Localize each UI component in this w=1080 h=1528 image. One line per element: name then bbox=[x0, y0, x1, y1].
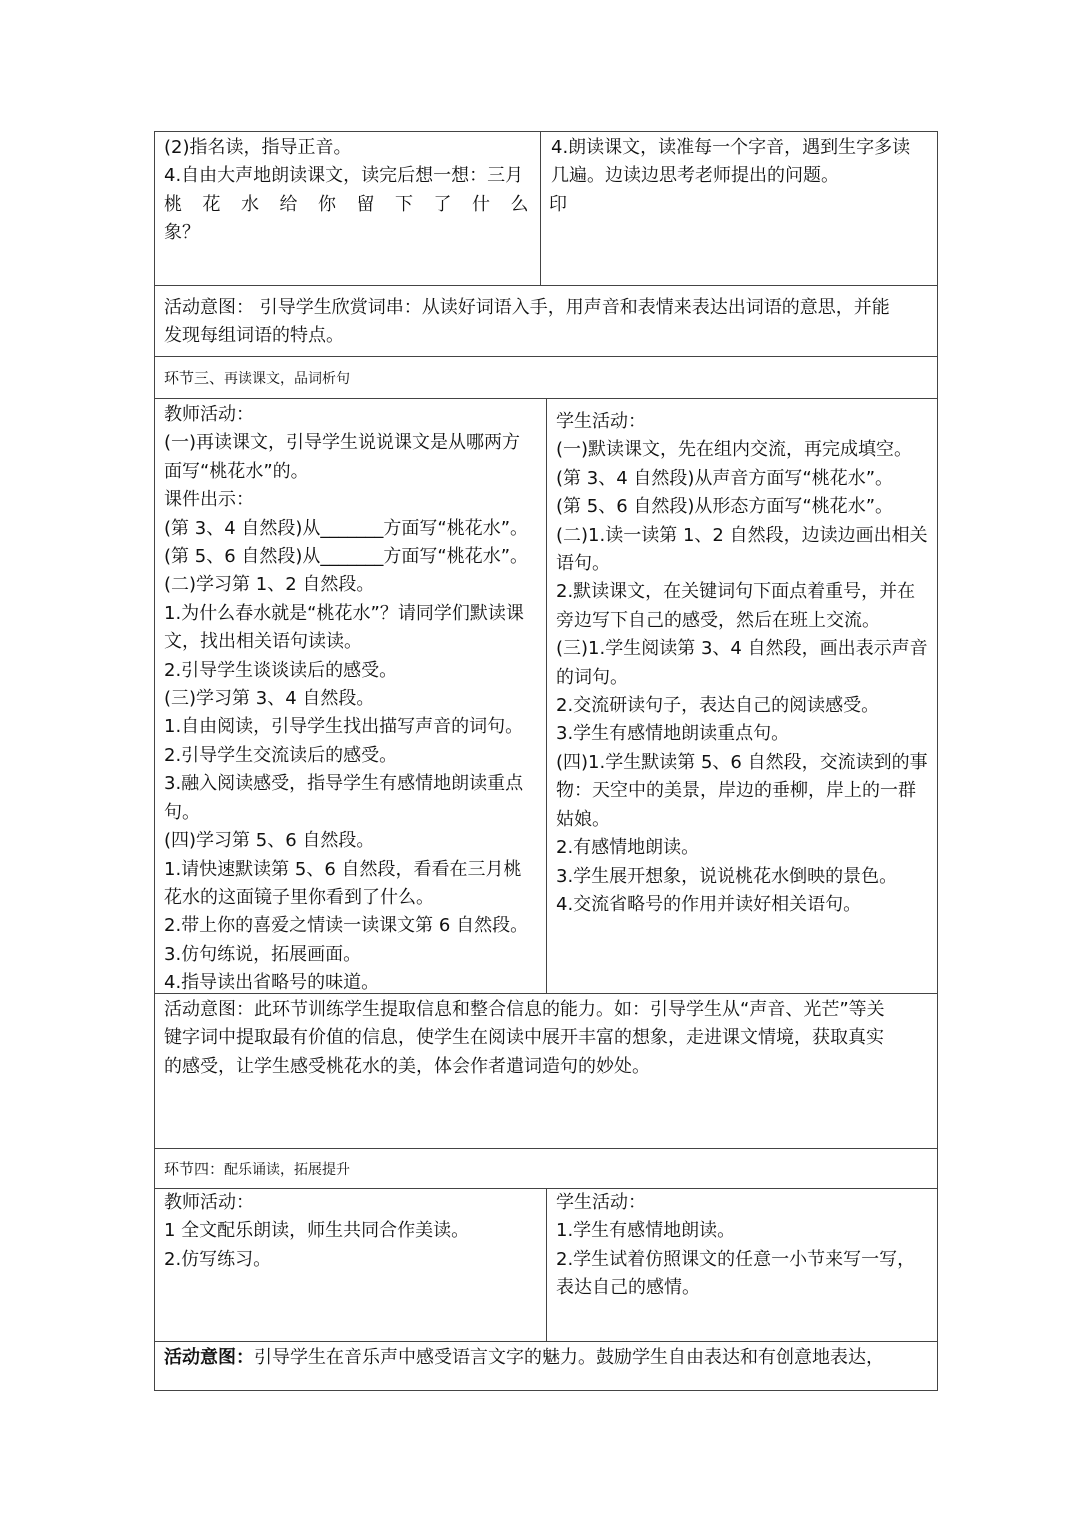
text-line: 1.为什么春水就是“桃花水”？请同学们默读课 bbox=[164, 602, 524, 624]
text-line: (第 5、6 自然段)从_______方面写“桃花水”。 bbox=[164, 546, 529, 568]
row-divider bbox=[155, 1148, 937, 1149]
text-line: 4.朗读课文，读准每一个字音，遇到生字多读 bbox=[551, 137, 911, 158]
text-line: 旁边写下自己的感受，然后在班上交流。 bbox=[556, 609, 880, 631]
section-3-teacher-activities bbox=[164, 401, 544, 998]
text-line: 几遍。边读边思考老师提出的问题。 bbox=[551, 165, 839, 187]
section-title: 再读课文，品词析句 bbox=[224, 371, 351, 387]
intent-label: 活动意图： bbox=[164, 1347, 254, 1368]
row-divider bbox=[155, 1341, 937, 1342]
section-4-teacher-activities bbox=[164, 1189, 544, 1274]
text-line: 2.带上你的喜爱之情读一读课文第 6 自然段。 bbox=[164, 915, 529, 937]
text-line: 桃花水给你留下了什么印 bbox=[164, 193, 588, 215]
text-line: 活动意图：此环节训练学生提取信息和整合信息的能力。如：引导学生从“声音、光芒”等关 bbox=[164, 999, 885, 1020]
text-line: (一)默读课文，先在组内交流，再完成填空。 bbox=[556, 439, 913, 461]
text-line: 学生活动： bbox=[556, 1192, 646, 1213]
text-line: (四)学习第 5、6 自然段。 bbox=[164, 830, 375, 852]
text-line: 发现每组词语的特点。 bbox=[164, 325, 344, 347]
row1-student-cell bbox=[551, 134, 933, 191]
section-title: 配乐诵读，拓展提升 bbox=[224, 1162, 351, 1178]
text-line: 句。 bbox=[164, 801, 200, 823]
row1-teacher-cell bbox=[164, 134, 588, 248]
text-line: (二)学习第 1、2 自然段。 bbox=[164, 574, 375, 596]
text-line: 4.交流省略号的作用并读好相关语句。 bbox=[556, 893, 862, 915]
column-divider bbox=[546, 398, 547, 993]
text-line: 1 全文配乐朗读，师生共同合作美读。 bbox=[164, 1220, 470, 1242]
row-divider bbox=[155, 356, 937, 357]
text-line: (二)1.读一读第 1、2 自然段，边读边画出相关 bbox=[556, 524, 928, 546]
text-line: 3.学生有感情地朗读重点句。 bbox=[556, 723, 790, 745]
text-line: 学生活动： bbox=[556, 411, 646, 432]
text-line: 2.默读课文，在关键词句下面点着重号，并在 bbox=[556, 581, 916, 603]
text-line: 活动意图： 引导学生欣赏词串：从读好词语入手，用声音和表情来表达出词语的意思，并能 bbox=[164, 297, 890, 318]
text-line: 3.融入阅读感受，指导学生有感情地朗读重点 bbox=[164, 773, 524, 795]
text-line: (四)1.学生默读第 5、6 自然段，交流读到的事 bbox=[556, 751, 928, 773]
text-line: 面写“桃花水”的。 bbox=[164, 460, 309, 482]
text-line: 2.有感情地朗读。 bbox=[556, 837, 700, 859]
text-line: 的感受，让学生感受桃花水的美，体会作者遣词造句的妙处。 bbox=[164, 1055, 650, 1077]
text-line: (第 5、6 自然段)从形态方面写“桃花水”。 bbox=[556, 496, 894, 518]
text-line: (三)1.学生阅读第 3、4 自然段，画出表示声音 bbox=[556, 638, 928, 660]
row-divider bbox=[155, 285, 937, 286]
text-line: 4.自由大声地朗读课文，读完后想一想：三月 bbox=[164, 165, 524, 187]
text-line: 3.学生展开想象，说说桃花水倒映的景色。 bbox=[556, 865, 898, 887]
text-line: 花水的这面镜子里你看到了什么。 bbox=[164, 886, 434, 908]
text-line: 4.指导读出省略号的味道。 bbox=[164, 972, 380, 994]
text-line: 2.仿写练习。 bbox=[164, 1248, 272, 1270]
intent-text: 引导学生在音乐声中感受语言文字的魅力。鼓励学生自由表达和有创意地表达， bbox=[254, 1347, 884, 1368]
text-line: 物：天空中的美景，岸边的垂柳，岸上的一群 bbox=[556, 780, 916, 802]
activity-intent-4 bbox=[164, 1344, 934, 1372]
text-line: 2.引导学生交流读后的感受。 bbox=[164, 744, 398, 766]
section-4-student-activities bbox=[556, 1189, 934, 1303]
text-line: 1.请快速默读第 5、6 自然段，看看在三月桃 bbox=[164, 858, 522, 880]
section-label: 环节三、 bbox=[164, 369, 225, 387]
text-line: (第 3、4 自然段)从声音方面写“桃花水”。 bbox=[556, 467, 894, 489]
column-divider bbox=[546, 1188, 547, 1341]
text-line: (三)学习第 3、4 自然段。 bbox=[164, 688, 375, 710]
text-line: 键字词中提取最有价值的信息，使学生在阅读中展开丰富的想象，走进课文情境，获取真实 bbox=[164, 1027, 884, 1049]
section-3-student-activities bbox=[556, 408, 934, 919]
activity-intent-3 bbox=[164, 996, 934, 1081]
section-4-heading bbox=[164, 1159, 934, 1180]
text-line: 教师活动： bbox=[164, 1192, 254, 1213]
text-line: 的词句。 bbox=[556, 666, 628, 688]
text-line: (一)再读课文，引导学生说说课文是从哪两方 bbox=[164, 432, 521, 454]
text-line: 2.学生试着仿照课文的任意一小节来写一写， bbox=[556, 1248, 916, 1270]
lesson-plan-table bbox=[154, 131, 938, 1391]
text-line: 2.引导学生谈谈读后的感受。 bbox=[164, 659, 398, 681]
text-line: 语句。 bbox=[556, 553, 610, 575]
text-line: 文，找出相关语句读读。 bbox=[164, 631, 362, 653]
text-line: 象？ bbox=[164, 222, 200, 244]
text-line: 课件出示： bbox=[164, 489, 254, 511]
text-line: (第 3、4 自然段)从_______方面写“桃花水”。 bbox=[164, 517, 529, 539]
text-line: 教师活动： bbox=[164, 404, 254, 425]
text-line: 姑娘。 bbox=[556, 808, 610, 830]
text-line: 1.自由阅读，引导学生找出描写声音的词句。 bbox=[164, 716, 524, 738]
text-line: 表达自己的感情。 bbox=[556, 1277, 700, 1299]
section-label: 环节四： bbox=[164, 1160, 225, 1178]
section-3-heading bbox=[164, 368, 934, 389]
text-line: 1.学生有感情地朗读。 bbox=[556, 1220, 736, 1242]
text-line: 3.仿句练说，拓展画面。 bbox=[164, 943, 362, 965]
activity-intent-1 bbox=[164, 294, 934, 351]
text-line: 2.交流研读句子，表达自己的阅读感受。 bbox=[556, 695, 880, 717]
text-line: (2)指名读，指导正音。 bbox=[164, 137, 352, 158]
